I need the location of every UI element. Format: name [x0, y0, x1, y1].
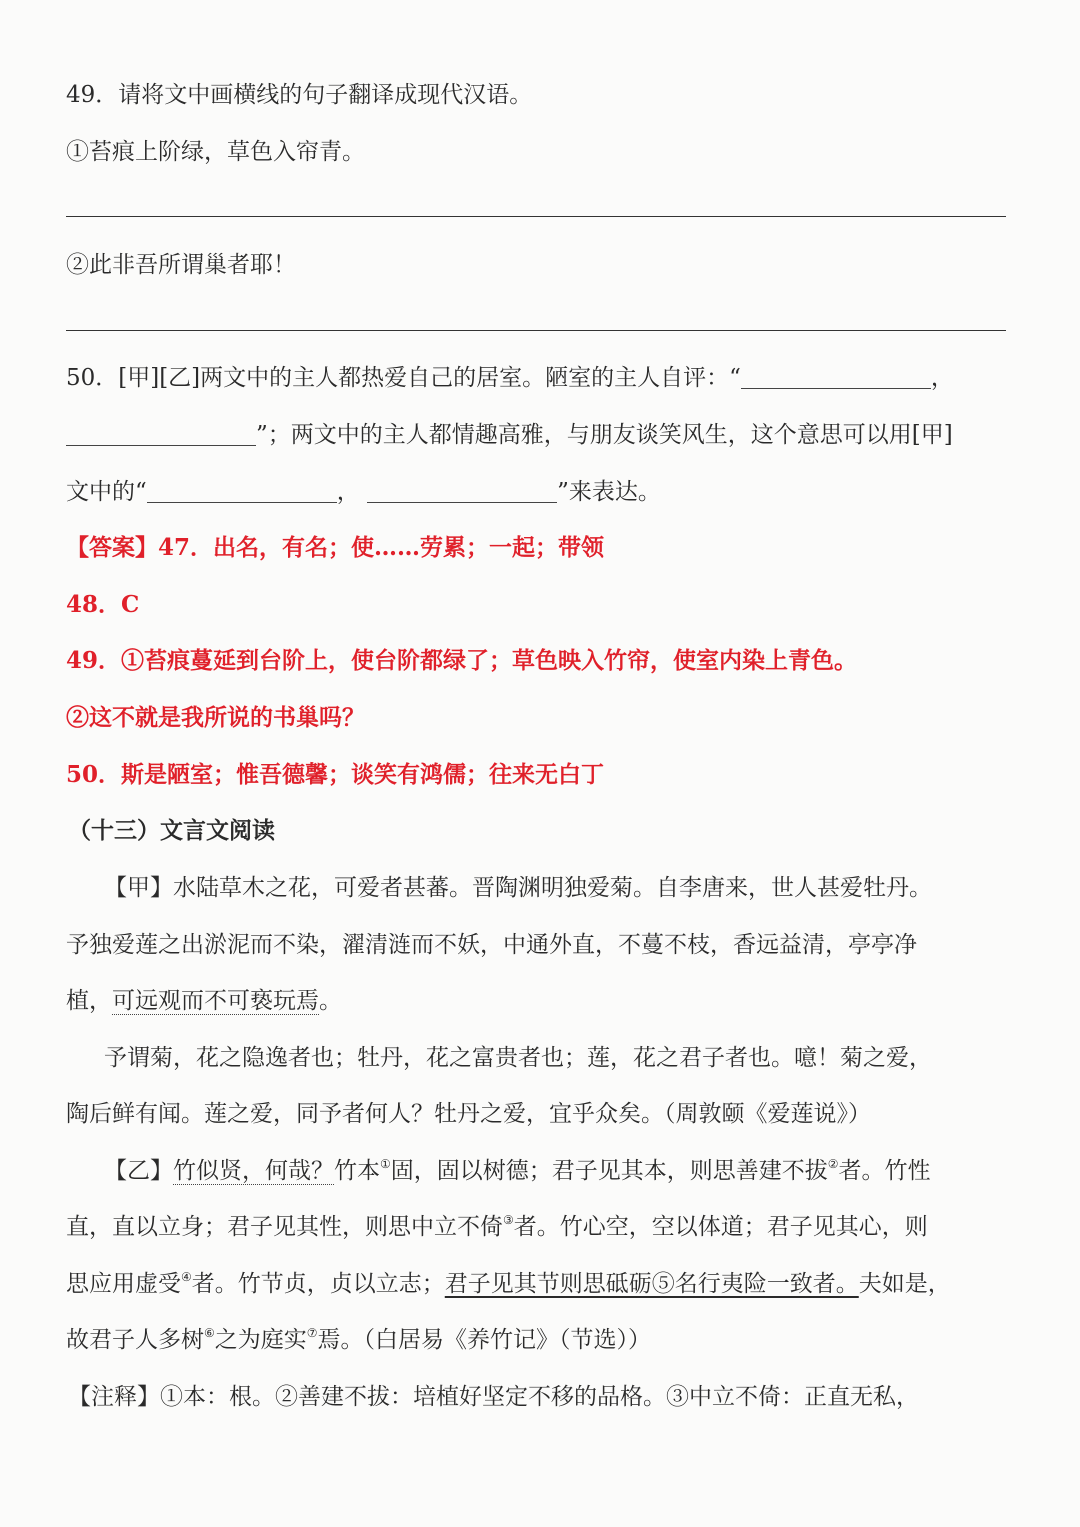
answer-49-2: ②这不就是我所说的书巢吗？	[66, 704, 365, 731]
fill-blank-4[interactable]	[367, 478, 557, 503]
answer-49-1: 49．①苔痕蔓延到台阶上，使台阶都绿了；草色映入竹帘，使室内染上青色。	[66, 647, 858, 674]
passage-text: 。	[319, 988, 342, 1014]
passage-jia-line-5: 陶后鲜有闻。莲之爱，同予者何人？牡丹之爱，宜乎众矣。（周敦颐《爱莲说》）	[66, 1101, 871, 1127]
passage-text: 者。竹性	[838, 1158, 931, 1184]
underlined-sentence: 竹似贤，何哉？	[173, 1158, 334, 1184]
passage-yi-line-2	[66, 1212, 1014, 1242]
passage-text: 者。竹节贞，贞以立志；	[191, 1271, 445, 1297]
annotations: 【注释】①本：根。②善建不拔：培植好坚定不移的品格。③中立不倚：正直无私，	[68, 1384, 919, 1410]
q50-line-2	[66, 420, 1014, 450]
fill-blank-1[interactable]	[741, 364, 931, 389]
q49-sentence-2: ②此非吾所谓巢者耶！	[66, 252, 296, 278]
passage-jia-line-1: 【甲】水陆草木之花，可爱者甚蕃。晋陶渊明独爱菊。自李唐来，世人甚爱牡丹。	[104, 875, 932, 901]
section-title: （十三）文言文阅读	[68, 817, 275, 844]
q49-sentence-1: ①苔痕上阶绿，草色入帘青。	[66, 139, 365, 165]
note-marker: ①	[380, 1157, 391, 1171]
q50-text: ”；两文中的主人都情趣高雅，与朋友谈笑风生，这个意思可以用[甲]	[256, 422, 953, 448]
passage-text: 者。竹心空，空以体道；君子见其心，则	[513, 1214, 928, 1240]
answer-48: 48．C	[66, 591, 140, 618]
answer-50: 50．斯是陋室；惟吾德馨；谈笑有鸿儒；往来无白丁	[66, 761, 605, 788]
passage-text: 直，直以立身；君子见其性，则思中立不倚	[66, 1214, 503, 1240]
q50-text: ，	[930, 365, 954, 391]
fill-blank-2[interactable]	[66, 421, 256, 446]
passage-text: 故君子人多树	[66, 1327, 204, 1353]
q50-text: ，	[336, 479, 360, 505]
passage-jia-line-4: 予谓菊，花之隐逸者也；牡丹，花之富贵者也；莲，花之君子者也。噫！菊之爱，	[104, 1045, 932, 1071]
underlined-sentence: 君子见其节则思砥砺⑤名行夷险一致者。	[444, 1271, 859, 1297]
passage-jia-line-3	[66, 986, 1014, 1016]
passage-text: 竹本	[334, 1158, 380, 1184]
passage-text: 焉。（白居易《养竹记》（节选））	[317, 1327, 652, 1353]
passage-yi-line-1	[104, 1156, 1014, 1186]
note-marker: ⑦	[306, 1326, 318, 1340]
passage-label: 【乙】	[104, 1158, 173, 1184]
passage-yi-line-3	[66, 1269, 1014, 1299]
passage-text: 夫如是，	[858, 1271, 951, 1297]
answer-47	[66, 533, 1014, 563]
note-marker: ③	[503, 1213, 514, 1227]
q50-text: 50．[甲][乙]两文中的主人都热爱自己的居室。陋室的主人自评：“	[66, 365, 741, 391]
q50-text: ”来表达。	[557, 479, 661, 505]
note-marker: ⑥	[204, 1326, 215, 1340]
answer-line-2	[66, 330, 1006, 331]
q50-text: 文中的“	[66, 479, 147, 505]
answer-line-1	[66, 216, 1006, 217]
passage-text: 固，固以树德；君子见其本，则思善建不拔	[390, 1158, 828, 1184]
answer-tag: 【答案】	[66, 534, 158, 561]
passage-text: 植，	[66, 988, 112, 1014]
note-marker: ②	[827, 1157, 839, 1171]
fill-blank-3[interactable]	[147, 478, 337, 503]
passage-text: 之为庭实	[214, 1327, 307, 1353]
q50-line-3	[66, 477, 1014, 507]
q49-prompt: 49．请将文中画横线的句子翻译成现代汉语。	[66, 82, 533, 108]
passage-jia-line-2: 予独爱莲之出淤泥而不染，濯清涟而不妖，中通外直，不蔓不枝，香远益清，亭亭净	[66, 932, 917, 958]
passage-yi-line-4	[66, 1325, 1014, 1355]
answer-text: 47．出名，有名；使……劳累；一起；带领	[158, 534, 605, 561]
passage-text: 思应用虚受	[66, 1271, 181, 1297]
q50-line-1	[66, 363, 1014, 393]
note-marker: ④	[181, 1270, 192, 1284]
underlined-sentence: 可远观而不可亵玩焉	[112, 988, 319, 1014]
